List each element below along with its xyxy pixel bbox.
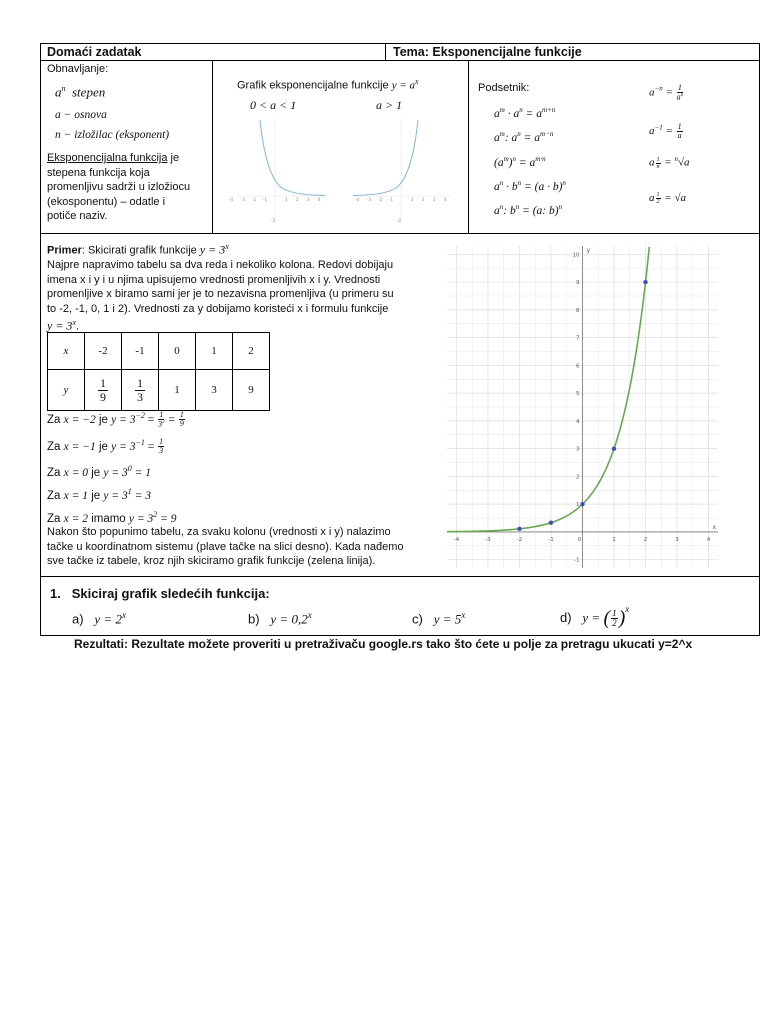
rule: $(a^m)^n = a^{m\cdot n}$ <box>494 154 546 169</box>
svg-text:2: 2 <box>422 197 425 202</box>
calc-line: Za x = 2 imamo $y = 3^2 = 9$ <box>47 510 177 525</box>
decay-graph <box>227 118 327 226</box>
x-tick-label: 4 <box>706 536 711 543</box>
rule: $a^n$: $b^n = (a$: b)$^n$ <box>494 203 563 218</box>
divider <box>212 60 213 233</box>
calc-line: Za x = 0 je $y = 3^0 = 1$ <box>47 464 151 479</box>
series-line <box>447 247 649 532</box>
worksheet <box>40 43 760 636</box>
calc-line: Za x = −1 je $y = 3^{-1}$ = $\frac{1}{3}$ <box>47 437 164 456</box>
exponent-definition: n − izložilac (eksponent) <box>55 129 170 141</box>
x-tick-label: -4 <box>453 536 460 543</box>
data-point <box>549 520 553 524</box>
svg-text:1: 1 <box>285 197 288 202</box>
x-tick-label: 0 <box>577 536 582 543</box>
negative-exponent-rule: $a^{-n}$ = $\frac{1}{a^n}$ <box>649 83 684 102</box>
y-tick-label: 8 <box>576 307 580 314</box>
header-left: Domaći zadatak <box>47 45 142 59</box>
data-point <box>517 527 521 531</box>
y-tick-label: 3 <box>576 446 580 453</box>
data-point <box>643 280 647 284</box>
y-tick-label: 9 <box>576 280 580 287</box>
rule: $a^m$: $a^n = a^{m-n}$ <box>494 130 554 145</box>
x-axis-label: x <box>712 523 716 531</box>
y-tick-label: 7 <box>576 335 580 342</box>
svg-text:-2: -2 <box>397 218 401 223</box>
svg-text:-3: -3 <box>241 197 245 202</box>
y-tick-label: 1 <box>576 502 580 509</box>
reminder-title: Podsetnik: <box>478 82 530 94</box>
x-tick-label: -2 <box>516 536 523 543</box>
conclusion-text: Nakon što popunimo tabelu, za svaku kolonu (vrednosti x i y) nalazimo tačke u koordinatnom sistemu (plave tačke na slici desno). Kada nađemo sve tačke iz tabele, kroz njih skiciramo grafik funkcije (zelena linija). <box>47 526 404 567</box>
divider <box>41 60 759 61</box>
svg-text:1: 1 <box>411 197 414 202</box>
task-heading: 1. Skiciraj grafik sledećih funkcija: <box>50 586 270 601</box>
x-tick-label: 1 <box>612 536 616 543</box>
rule: $a^n \cdot b^n = (a \cdot b)^n$ <box>494 178 566 193</box>
svg-text:-4: -4 <box>355 197 359 202</box>
svg-text:-2: -2 <box>252 197 256 202</box>
value-table <box>47 332 270 411</box>
svg-text:4: 4 <box>444 197 447 202</box>
x-tick-label: -3 <box>485 536 491 543</box>
svg-text:-4: -4 <box>229 197 233 202</box>
divider <box>41 233 759 234</box>
y-axis-label: y <box>586 247 591 254</box>
power-notation: $a^n$ stepen <box>55 84 106 100</box>
right-graph-condition: a > 1 <box>376 98 403 112</box>
graphs-title: Grafik eksponencijalne funkcije $y = a^x$ <box>237 77 419 92</box>
calc-line: Za x = −2 je $y = 3^{-2}$ = $\frac{1}{3^2}$ = $\frac{1}{9}$ <box>47 410 184 429</box>
results-note: Rezultati: Rezultate možete proveriti u pretraživaču google.rs tako što ćete u polje za pretragu ukucati y=2^x <box>74 637 693 651</box>
svg-text:-1: -1 <box>389 197 393 202</box>
svg-text:-2: -2 <box>378 197 382 202</box>
inverse-rule: $a^{-1}$ = $\frac{1}{a}$ <box>649 122 682 140</box>
example-text: Primer: Skicirati grafik funkcije $y = 3^x$ Najpre napravimo tabelu sa dva reda i nekoliko kolona. Redovi dobijaju imena x i y i u njima upisujemo vrednosti promenljivih x i y. Vrednosti promenljive x biramo sami jer je to nezavisna promenljiva (u primeru su to -2, -1, 0, 1 i 2). Vrednosti za y dobijamo koristeći x i formulu funkcije $y = 3^x$. <box>47 242 394 333</box>
divider <box>41 576 759 577</box>
table-row: y $\frac{1}{9}$ $\frac{1}{3}$ 1 3 9 <box>48 370 270 411</box>
y-tick-label: 6 <box>576 363 580 370</box>
nth-root-rule: a $\frac{1}{n}$ = $^n$√a <box>649 155 690 170</box>
data-point <box>580 502 584 506</box>
table-row: x -2 -1 0 1 2 <box>48 333 270 370</box>
svg-text:4: 4 <box>318 197 321 202</box>
svg-text:-1: -1 <box>263 197 267 202</box>
exponential-chart <box>441 240 724 574</box>
y-tick-label: 5 <box>576 391 580 398</box>
svg-text:-2: -2 <box>271 218 275 223</box>
x-tick-label: 3 <box>675 536 679 543</box>
rule: $a^m \cdot a^n = a^{m+n}$ <box>494 106 556 120</box>
x-tick-label: -1 <box>548 536 554 543</box>
base-definition: a − osnova <box>55 109 107 121</box>
divider <box>468 60 469 233</box>
growth-graph <box>353 118 453 226</box>
review-title: Obnavljanje: <box>47 63 109 75</box>
task-item-a: a) $y = 2^x$ <box>72 610 126 627</box>
square-root-rule: a $\frac{1}{2}$ = √a <box>649 192 686 206</box>
y-tick-label: 2 <box>576 474 580 481</box>
svg-text:3: 3 <box>307 197 310 202</box>
y-tick-label: 4 <box>576 418 580 425</box>
x-tick-label: 2 <box>643 536 648 543</box>
svg-text:-3: -3 <box>367 197 371 202</box>
svg-text:2: 2 <box>296 197 299 202</box>
calc-line: Za x = 1 je $y = 3^1 = 3$ <box>47 487 151 502</box>
task-item-b: b) $y = 0,2^x$ <box>248 610 312 627</box>
y-tick-label: 10 <box>572 252 580 259</box>
task-item-c: c) $y = 5^x$ <box>412 610 466 627</box>
definition-text: Eksponencijalna funkcija je stepena funkcija koja promenljivu sadrži u izložiocu (ekosponentu) – odatle i potiče naziv. <box>47 152 191 222</box>
y-tick-label: -1 <box>574 557 580 564</box>
left-graph-condition: 0 < a < 1 <box>250 98 297 112</box>
task-item-d: d) y = ( $\frac{1}{2}$ )$^x$ <box>560 604 630 630</box>
svg-text:3: 3 <box>433 197 436 202</box>
power-rules <box>494 100 566 222</box>
data-point <box>612 446 616 450</box>
divider <box>385 44 386 60</box>
header-right: Tema: Eksponencijalne funkcije <box>393 45 582 59</box>
